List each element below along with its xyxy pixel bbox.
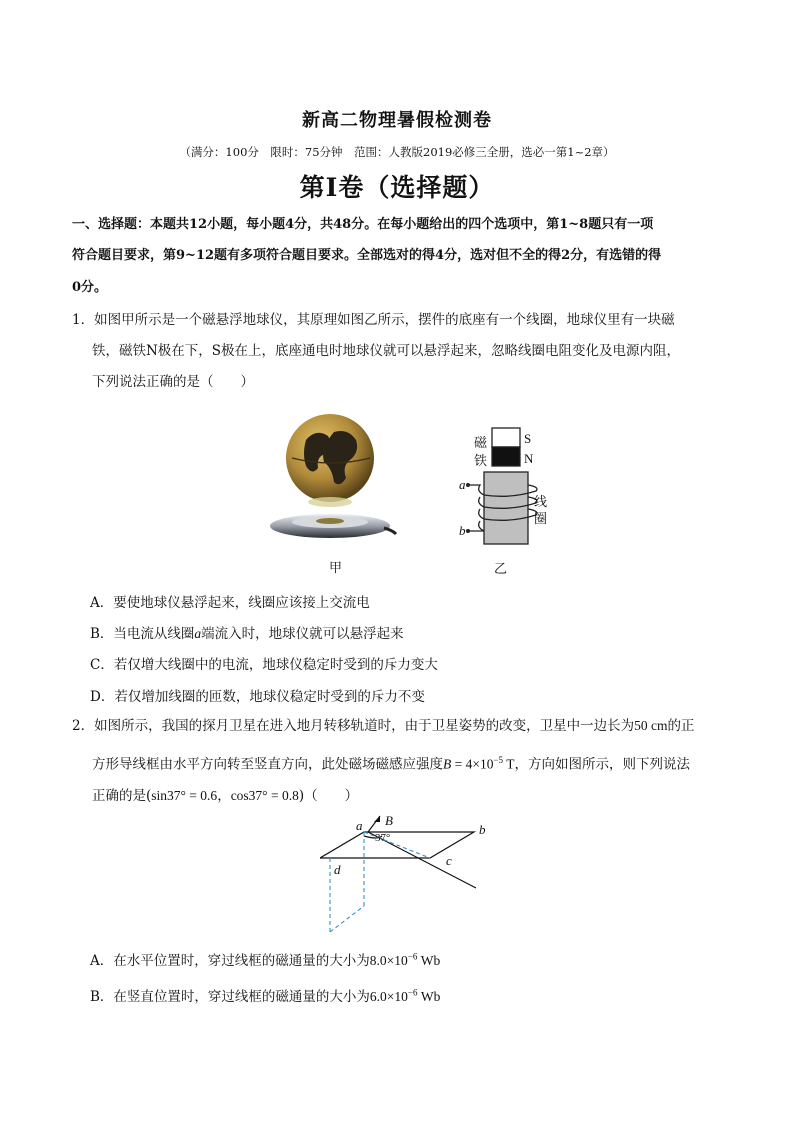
magnet-label-1: 磁 xyxy=(474,436,488,451)
pole-n-label: N xyxy=(524,451,534,466)
q2-vertex-a: a xyxy=(356,818,363,833)
pole-s-label: S xyxy=(524,431,532,446)
q2-vertex-d: d xyxy=(334,862,341,877)
q1-stem-line-1: 1．如图甲所示是一个磁悬浮地球仪，其原理如图乙所示，摆件的底座有一个线圈，地球仪里有一块磁 xyxy=(72,312,675,328)
volume-heading: 第Ⅰ卷（选择题） xyxy=(299,173,495,202)
figure-yi-caption: 乙 xyxy=(494,562,508,577)
section-instruction-line-3: 0分。 xyxy=(72,280,108,295)
q2-stem-line-2: 方形导线框由水平方向转至竖直方向，此处磁场磁感应强度$B = 4\times 10^{-5}$ T，方向如图所示，则下列说法 xyxy=(92,755,690,773)
q2-field-b: B xyxy=(385,813,393,828)
figure-jia-globe xyxy=(262,410,402,550)
q1-option-a: A．要使地球仪悬浮起来，线圈应该接上交流电 xyxy=(90,595,370,611)
q2-option-b: B．在竖直位置时，穿过线框的磁通量的大小为$6.0\times 10^{-6}$ Wb xyxy=(90,987,441,1005)
exam-title: 新高二物理暑假检测卷 xyxy=(302,110,492,131)
q1-option-c: C．若仅增大线圈中的电流，地球仪稳定时受到的斥力变大 xyxy=(90,657,438,673)
coil-label-2: 圈 xyxy=(534,512,548,527)
q1-stem-line-2: 铁，磁铁N极在下，S极在上，底座通电时地球仪就可以悬浮起来，忽略线圈电阻变化及电源内阻， xyxy=(92,343,681,359)
q2-stem-line-1: 2．如图所示，我国的探月卫星在进入地月转移轨道时，由于卫星姿势的改变，卫星中一边长为50 cm的正 xyxy=(72,718,695,734)
q2-frame-figure xyxy=(320,808,500,938)
q1-option-b: B．当电流从线圈a端流入时，地球仪就可以悬浮起来 xyxy=(90,626,404,642)
q2-option-a: A．在水平位置时，穿过线框的磁通量的大小为$8.0\times 10^{-6}$ Wb xyxy=(90,951,441,969)
coil-label-1: 线 xyxy=(534,495,548,510)
figure-jia-caption: 甲 xyxy=(329,561,343,576)
terminal-a-label: a xyxy=(459,477,466,492)
q1-option-d: D．若仅增加线圈的匝数，地球仪稳定时受到的斥力不变 xyxy=(90,689,425,705)
terminal-b-label: b xyxy=(459,523,466,538)
q2-vertex-b: b xyxy=(479,822,486,837)
q2-stem-line-3: 正确的是(sin37° = 0.6，cos37° = 0.8)（ ） xyxy=(92,788,359,804)
figure-yi-coil xyxy=(456,425,556,550)
q1-stem-line-3: 下列说法正确的是（ ） xyxy=(92,374,254,390)
magnet-label-2: 铁 xyxy=(474,454,488,469)
q2-angle-label: 37° xyxy=(375,832,391,844)
q2-vertex-c: c xyxy=(446,853,452,868)
section-instruction-line-1: 一、选择题：本题共12小题，每小题4分，共48分。在每小题给出的四个选项中，第1~8题只有一项 xyxy=(72,217,654,232)
section-instruction-line-2: 符合题目要求，第9~12题有多项符合题目要求。全部选对的得4分，选对但不全的得2分，有选错的得 xyxy=(72,248,662,263)
exam-subtitle: （满分：100分 限时：75分钟 范围：人教版2019必修三全册，选必一第1~2章） xyxy=(179,145,615,159)
